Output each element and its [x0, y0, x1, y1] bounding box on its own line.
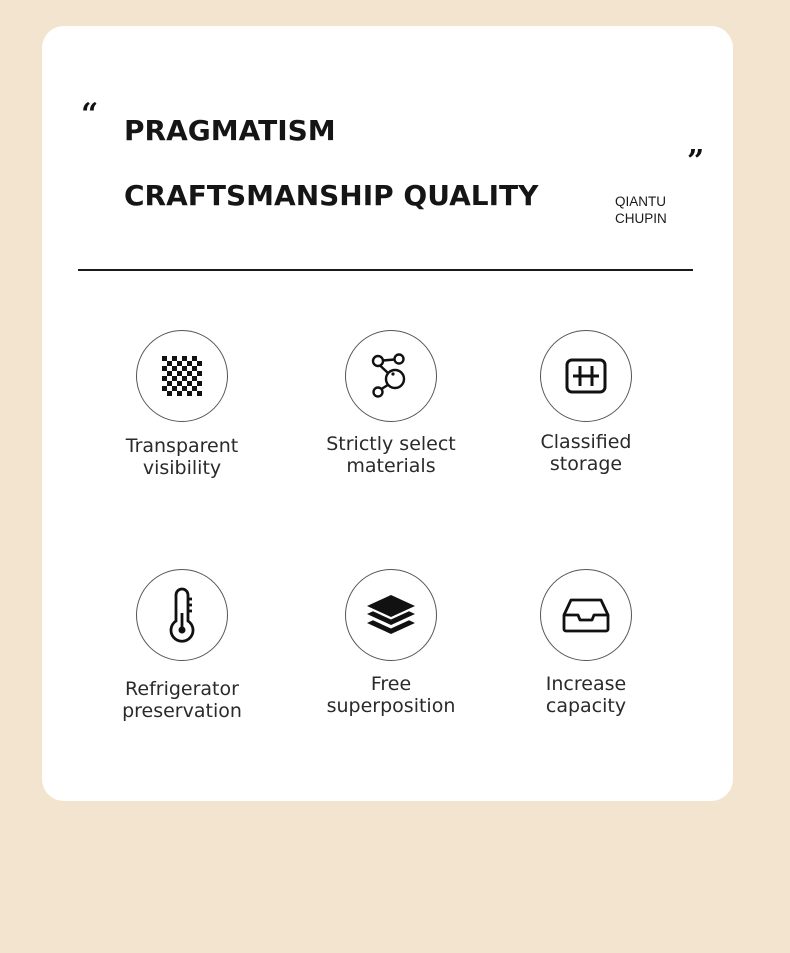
feature-label-line-2: materials — [346, 455, 436, 477]
feature-free-superposition — [296, 569, 486, 717]
brand-line-1: QIANTU — [615, 194, 667, 209]
feature-label-line-1: Refrigerator — [125, 678, 239, 700]
thermometer-icon — [165, 587, 199, 643]
layers-icon — [365, 593, 417, 637]
icon-circle — [345, 330, 437, 422]
headline-pragmatism: PRAGMATISM — [124, 114, 336, 147]
icon-circle — [136, 330, 228, 422]
icon-circle — [136, 569, 228, 661]
icon-circle — [540, 330, 632, 422]
molecule-icon — [369, 352, 413, 400]
feature-label-line-2: preservation — [122, 700, 242, 722]
feature-label — [296, 673, 486, 717]
feature-transparent-visibility — [87, 330, 277, 479]
feature-label — [491, 431, 681, 475]
grid-compartment-icon — [565, 358, 607, 394]
brand-line-2: CHUPIN — [615, 211, 667, 226]
feature-refrigerator-preservation — [87, 569, 277, 722]
icon-circle — [345, 569, 437, 661]
feature-label-line-2: visibility — [142, 457, 222, 479]
checkerboard-icon — [162, 356, 202, 396]
close-quote-mark: ” — [687, 144, 705, 179]
inbox-tray-icon — [561, 597, 611, 633]
headline-craftsmanship-quality: CRAFTSMANSHIP QUALITY — [124, 179, 539, 212]
divider — [78, 269, 693, 271]
feature-label — [491, 673, 681, 717]
open-quote-mark: “ — [81, 97, 99, 132]
feature-label-line-1: Strictly select — [326, 433, 456, 455]
feature-label — [87, 435, 277, 479]
feature-label-line-2: superposition — [326, 695, 456, 717]
feature-classified-storage — [491, 330, 681, 475]
feature-label — [87, 678, 277, 722]
feature-increase-capacity — [491, 569, 681, 717]
brand-name — [615, 193, 667, 227]
feature-label-line-2: storage — [549, 453, 623, 475]
feature-label — [296, 433, 486, 477]
feature-label-line-1: Classified — [540, 431, 632, 453]
feature-label-line-1: Transparent — [125, 435, 239, 457]
feature-label-line-1: Increase — [545, 673, 627, 695]
feature-label-line-2: capacity — [545, 695, 627, 717]
feature-strictly-select-materials — [296, 330, 486, 477]
icon-circle — [540, 569, 632, 661]
feature-card — [42, 26, 733, 801]
feature-label-line-1: Free — [370, 673, 412, 695]
